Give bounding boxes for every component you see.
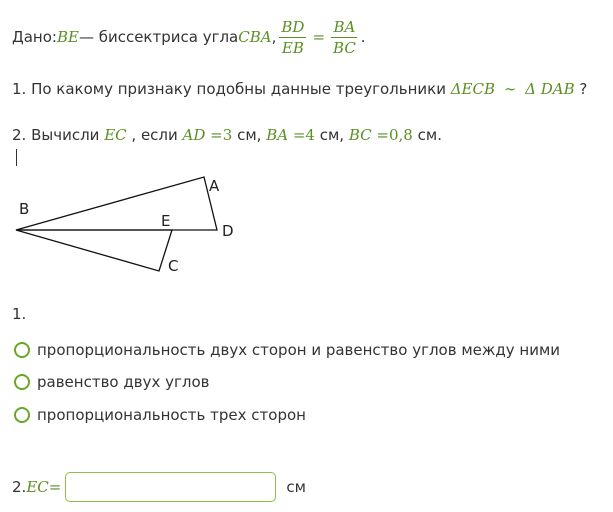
segment-ba: BA (266, 126, 289, 144)
segment-ec: EC (104, 126, 127, 144)
question1-end: ? (579, 80, 588, 98)
cm-unit-3: см. (417, 126, 442, 144)
triangle-bad (16, 177, 217, 230)
fraction2-denominator: BC (333, 38, 356, 57)
triangle-bec (16, 230, 172, 271)
question2-if: , если (131, 126, 183, 144)
option-label: пропорциональность двух сторон и равенство углов между ними (37, 341, 561, 359)
fraction1-denominator: EB (281, 38, 304, 57)
question-1 (12, 80, 587, 98)
option-label: пропорциональность трех сторон (37, 406, 306, 424)
similar-sign: ∼ (503, 80, 517, 98)
given-prefix: Дано: (12, 28, 57, 46)
angle-cba: CBA (238, 28, 272, 46)
triangle-dab: Δ DAB (525, 80, 575, 98)
answer-2-number: 2. (12, 478, 27, 496)
question1-text: 1. По какому признаку подобны данные треугольники (12, 80, 451, 98)
option-aa[interactable] (14, 373, 209, 391)
answer-2-equals: = (48, 478, 62, 496)
answer-2-unit: см (286, 478, 306, 496)
label-e: E (161, 212, 171, 230)
answer-2-var: EC (26, 478, 49, 496)
segment-be: BE (56, 28, 79, 46)
ec-answer-input[interactable] (65, 472, 276, 502)
given-comma: , (271, 28, 277, 46)
label-b: B (19, 200, 30, 218)
given-bisector-text: — биссектриса угла (78, 28, 239, 46)
fraction-ba-bc (331, 18, 358, 57)
option-label: равенство двух углов (37, 373, 210, 391)
fraction1-numerator: BD (281, 17, 305, 36)
segment-ad: AD (182, 126, 206, 144)
segment-bc: BC (348, 126, 372, 144)
given-dot: . (360, 28, 366, 46)
option-sas[interactable] (14, 341, 560, 359)
question-2 (12, 126, 442, 144)
triangle-ecb: ΔECB (450, 80, 496, 98)
fraction-bd-eb (279, 18, 306, 57)
ad-value: =3 (210, 126, 233, 144)
ba-value: =4 (292, 126, 315, 144)
question2-prefix: 2. Вычисли (12, 126, 105, 144)
label-a: A (209, 177, 220, 195)
cm-unit-1: см, (237, 126, 267, 144)
option-sss[interactable] (14, 406, 306, 424)
radio-button[interactable] (14, 407, 30, 423)
cm-unit-2: см, (319, 126, 349, 144)
radio-button[interactable] (14, 342, 30, 358)
given-equals: = (312, 28, 326, 46)
answer-1-number: 1. (12, 305, 27, 323)
bc-value: =0,8 (376, 126, 413, 144)
answer-2-row (12, 472, 306, 502)
given-statement (12, 14, 366, 60)
label-c: C (168, 257, 179, 275)
triangles-diagram (10, 170, 260, 280)
text-cursor (16, 149, 17, 166)
fraction2-numerator: BA (333, 17, 356, 36)
radio-button[interactable] (14, 374, 30, 390)
label-d: D (222, 222, 234, 240)
